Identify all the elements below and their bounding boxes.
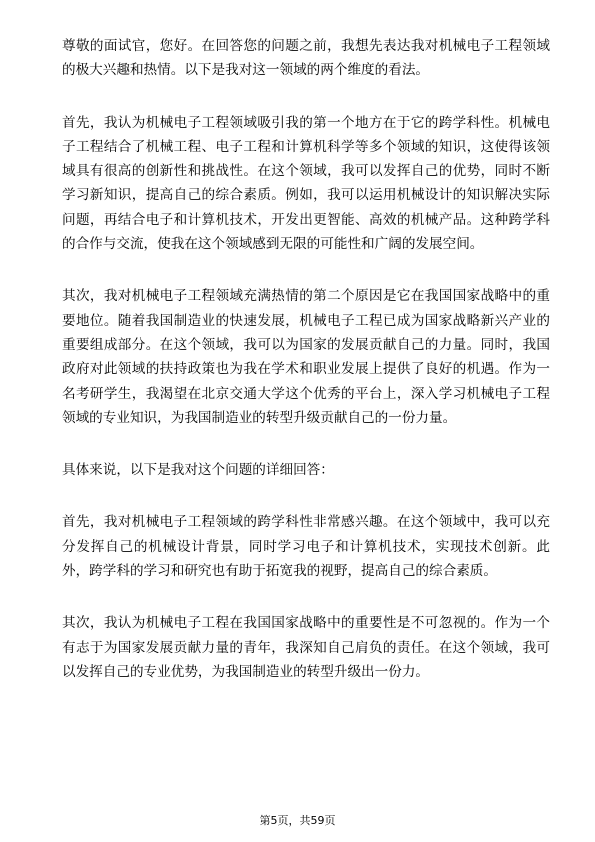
paragraph-detail-first: 首先，我对机械电子工程领域的跨学科性非常感兴趣。在这个领域中，我可以充分发挥自己的机械设计背景，同时学习电子和计算机技术，实现技术创新。此外，跨学科的学习和研究也有助于拓宽我的视野，提高自己的综合素质。 (62, 514, 550, 580)
paragraph-national-strategy: 其次，我对机械电子工程领域充满热情的第二个原因是它在我国国家战略中的重要地位。随着我国制造业的快速发展，机械电子工程已成为国家战略新兴产业的重要组成部分。在这个领域，我可以为国家的发展贡献自己的力量。同时，我国政府对此领域的扶持政策也为我在学术和职业发展上提供了良好的机遇。作为一名考研学生，我渴望在北京交通大学这个优秀的平台上，深入学习机械电子工程领域的专业知识，为我国制造业的转型升级贡献自己的一份力量。 (62, 288, 550, 426)
page-number-footer: 第5页，共59页 (259, 814, 336, 827)
paragraph-detail-intro: 具体来说，以下是我对这个问题的详细回答： (62, 462, 334, 479)
paragraph-detail-second: 其次，我认为机械电子工程在我国国家战略中的重要性是不可忽视的。作为一个有志于为国家发展贡献力量的青年，我深知自己肩负的责任。在这个领域，我可以发挥自己的专业优势，为我国制造业的转型升级出一份力。 (62, 615, 550, 680)
paragraph-interdisciplinary: 首先，我认为机械电子工程领域吸引我的第一个地方在于它的跨学科性。机械电子工程结合了机械工程、电子工程和计算机科学等多个领域的知识，这使得该领域具有很高的创新性和挑战性。在这个领域，我可以发挥自己的优势，同时不断学习新知识，提高自己的综合素质。例如，我可以运用机械设计的知识解决实际问题，再结合电子和计算机技术，开发出更智能、高效的机械产品。这种跨学科的合作与交流，使我在这个领域感到无限的可能性和广阔的发展空间。 (62, 114, 550, 253)
paragraph-greeting: 尊敬的面试官，您好。在回答您的问题之前，我想先表达我对机械电子工程领域的极大兴趣和热情。以下是我对这一领域的两个维度的看法。 (62, 38, 550, 79)
document-body (62, 34, 550, 712)
